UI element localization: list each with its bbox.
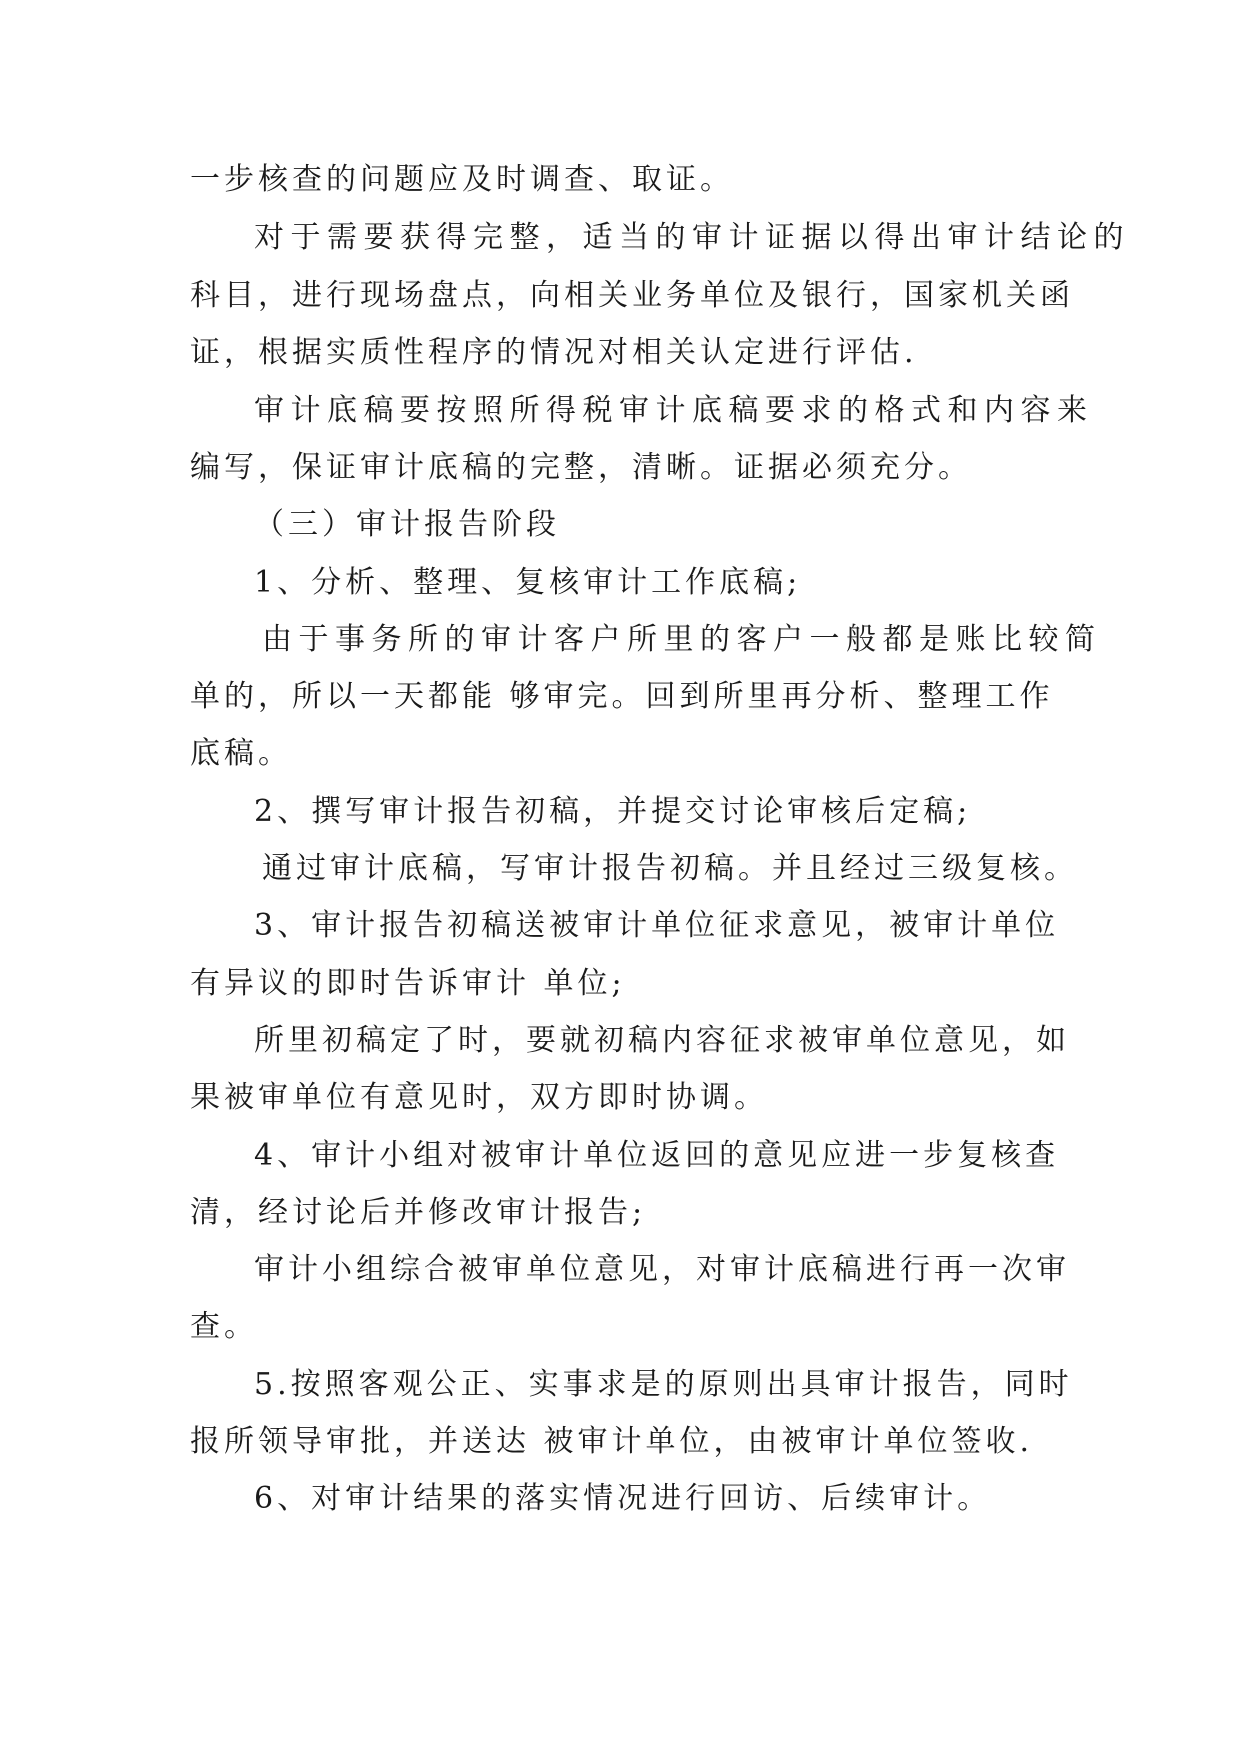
text-line: 单的，所以一天都能 够审完。回到所里再分析、整理工作 <box>190 679 1054 714</box>
text-line: 有异议的即时告诉审计 单位; <box>190 966 626 1001</box>
text-line: 清，经讨论后并修改审计报告; <box>190 1195 647 1230</box>
text-line: 4、审计小组对被审计单位返回的意见应进一步复核查 <box>254 1138 1060 1173</box>
text-line: 1、分析、整理、复核审计工作底稿; <box>254 565 802 600</box>
text-line: 审计底稿要按照所得税审计底稿要求的格式和内容来 <box>254 393 1094 428</box>
section-heading: （三）审计报告阶段 <box>254 507 560 542</box>
text-line: 6、对审计结果的落实情况进行回访、后续审计。 <box>254 1481 992 1516</box>
text-line: 3、审计报告初稿送被审计单位征求意见，被审计单位 <box>254 908 1060 943</box>
text-line: 证，根据实质性程序的情况对相关认定进行评估. <box>190 335 918 370</box>
text-line: 由于事务所的审计客户所里的客户一般都是账比较简 <box>262 622 1102 657</box>
text-line: 报所领导审批，并送达 被审计单位，由被审计单位签收. <box>190 1424 1034 1459</box>
text-line: 底稿。 <box>190 736 292 771</box>
text-line: 5.按照客观公正、实事求是的原则出具审计报告，同时 <box>254 1367 1073 1402</box>
text-line: 科目，进行现场盘点，向相关业务单位及银行，国家机关函 <box>190 278 1074 313</box>
text-line: 通过审计底稿，写审计报告初稿。并且经过三级复核。 <box>262 851 1078 886</box>
text-line: 查。 <box>190 1309 258 1344</box>
text-line: 2、撰写审计报告初稿，并提交讨论审核后定稿; <box>254 794 972 829</box>
text-line: 编写，保证审计底稿的完整，清晰。证据必须充分。 <box>190 450 972 485</box>
text-line: 审计小组综合被审单位意见，对审计底稿进行再一次审 <box>254 1252 1070 1287</box>
text-line: 果被审单位有意见时，双方即时协调。 <box>190 1080 768 1115</box>
text-line: 所里初稿定了时，要就初稿内容征求被审单位意见，如 <box>254 1023 1070 1058</box>
text-line: 一步核查的问题应及时调查、取证。 <box>190 162 734 197</box>
text-line: 对于需要获得完整，适当的审计证据以得出审计结论的 <box>254 220 1130 255</box>
